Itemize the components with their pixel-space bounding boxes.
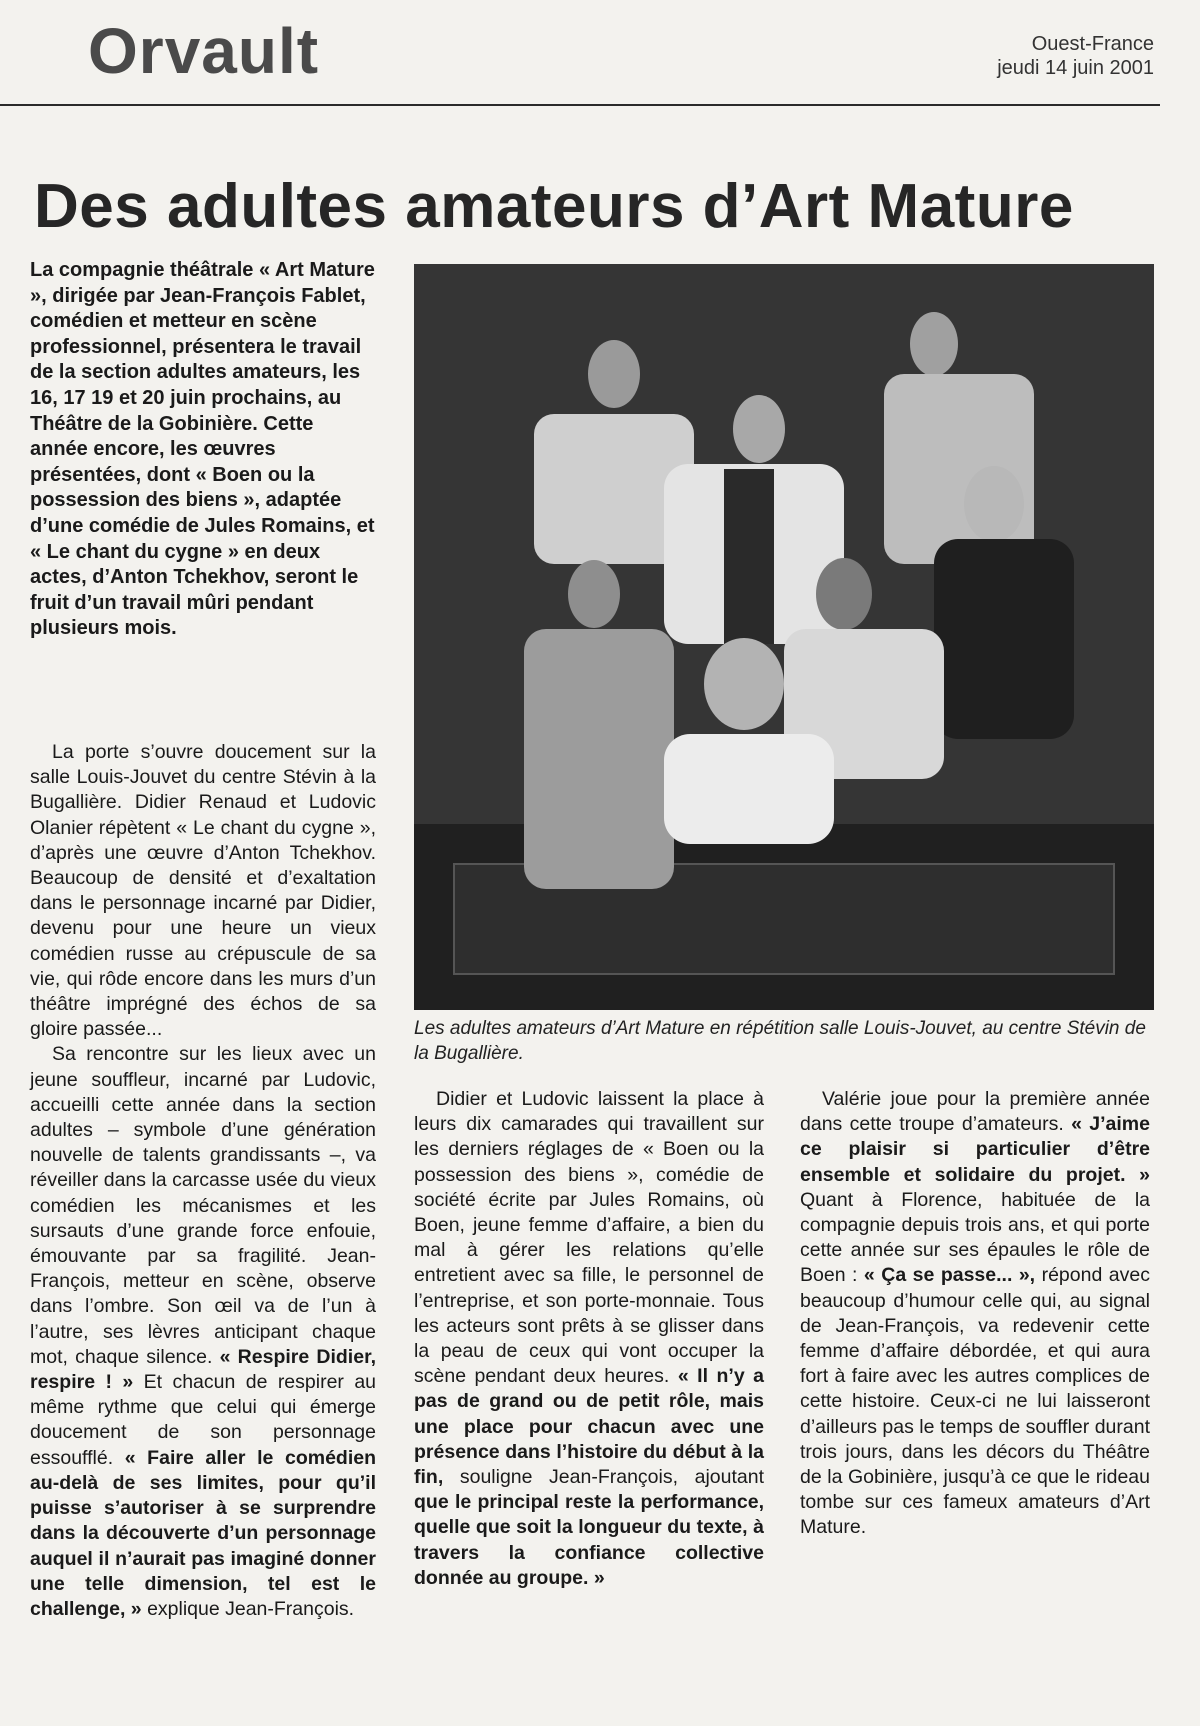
text-run: répond avec beaucoup d’humour celle qui, au signal de Jean-François, va redevenir cette femme d’affaire débordée, et qui aura fort à faire avec les autres complices de cette histoire. Ceux-ci ne lui laisseront d’ailleurs pas le temps de souffler durant trois jours, dans les décors du Théâtre de la Gobinière, jusqu’à ce que le rideau tombe sur ces fameux amateurs d’Art Mature. [800,1264,1150,1539]
group-photo [414,264,1154,1010]
headline: Des adultes amateurs d’Art Mature [34,172,1074,241]
text-run: Sa rencontre sur les lieux avec un jeune souffleur, incarné par Ludovic, accueilli cette année dans la section adultes – symbole d’une génération nouvelle de talents grandissants –, va réveiller dans la carcasse usée du vieux comédien les mécanismes et les sursauts d’une grande force enfouie, émouvante par sa fragilité. Jean-François, metteur en scène, observe dans l’ombre. Son œil va de l’un à l’autre, ses lèvres anticipant chaque mot, chaque silence. [30,1043,376,1368]
paragraph [414,1087,764,1591]
publication-date: jeudi 14 juin 2001 [997,57,1154,79]
quote: « J’aime ce plaisir si particulier d’être ensemble et solidaire du projet. » [800,1113,1150,1186]
newspaper-name: Ouest-France [1031,33,1154,55]
article-column-1 [30,740,376,1622]
text-run: Valérie joue pour la première année dans cette troupe d’amateurs. [800,1088,1150,1136]
paragraph [30,1042,376,1622]
text-run: Et chacun de respirer au même rythme que celui qui émerge doucement de son personnage essoufflé. [30,1371,377,1469]
quote: « Ça se passe... », [863,1264,1036,1287]
group-photo-illustration [414,264,1154,1010]
text-run: Didier et Ludovic laissent la place à leurs dix camarades qui travaillent sur les derniers réglages de « Boen ou la possession des biens », comédie de société écrite par Jules Romains, où Boen, jeune femme d’affaire, a bien du mal à gérer les relations qu’elle entretient avec sa fille, le personnel de l’entreprise, et son porte-monnaie. Tous les acteurs sont prêts à se glisser dans la peau de ceux qui vont occuper la scène pendant deux heures. [414,1088,764,1388]
quote: que le principal reste la performance, quelle que soit la longueur du texte, à travers la confiance collective donnée au groupe. » [414,1491,764,1589]
quote: « Il n’y a pas de grand ou de petit rôle, mais une place pour chacun avec une présence dans l’histoire du début à la fin, [414,1365,765,1489]
text-run: Quant à Florence, habituée de la compagnie depuis trois ans, et qui porte cette année sur ses épaules le rôle de Boen : [800,1188,1150,1287]
paragraph: La porte s’ouvre doucement sur la salle Louis-Jouvet du centre Stévin à la Bugallière. Didier Renaud et Ludovic Olanier répètent « Le chant du cygne », d’après une œuvre d’Anton Tchekhov. Beaucoup de densité et d’exaltation dans le personnage incarné par Didier, devenu pour une heure un vieux comédien russe au crépuscule de sa vie, qui rôde encore dans les murs d’un théâtre imprégné des échos de sa gloire passée... [30,741,376,1041]
masthead [0,0,1160,106]
section-name: Orvault [88,15,320,87]
article-column-3 [800,1087,1150,1541]
article-column-2 [414,1087,764,1591]
text-run: souligne Jean-François, ajoutant [459,1466,765,1489]
lead-paragraph: La compagnie théâtrale « Art Mature », dirigée par Jean-François Fablet, comédien et metteur en scène professionnel, présentera le travail de la section adultes amateurs, les 16, 17 19 et 20 juin prochains, au Théâtre de la Gobinière. Cette année encore, les œuvres présentées, dont « Boen ou la possession des biens », adaptée d’une comédie de Jules Romains, et « Le chant du cygne » en deux actes, d’Anton Tchekhov, seront le fruit d’un travail mûri pendant plusieurs mois. [30,259,375,640]
paragraph [800,1087,1150,1541]
publication-info [997,32,1154,80]
quote: « Faire aller le comédien au-delà de ses limites, pour qu’il puisse s’autoriser à se surprendre dans la découverte d’un personnage auquel il n’aurait pas imaginé donner une telle dimension, tel est le challenge, » [30,1446,376,1620]
photo-caption: Les adultes amateurs d’Art Mature en répétition salle Louis-Jouvet, au centre Stévin de la Bugallière. [414,1018,1146,1064]
quote: « Respire Didier, respire ! » [30,1345,377,1394]
text-run: explique Jean-François. [147,1597,355,1620]
